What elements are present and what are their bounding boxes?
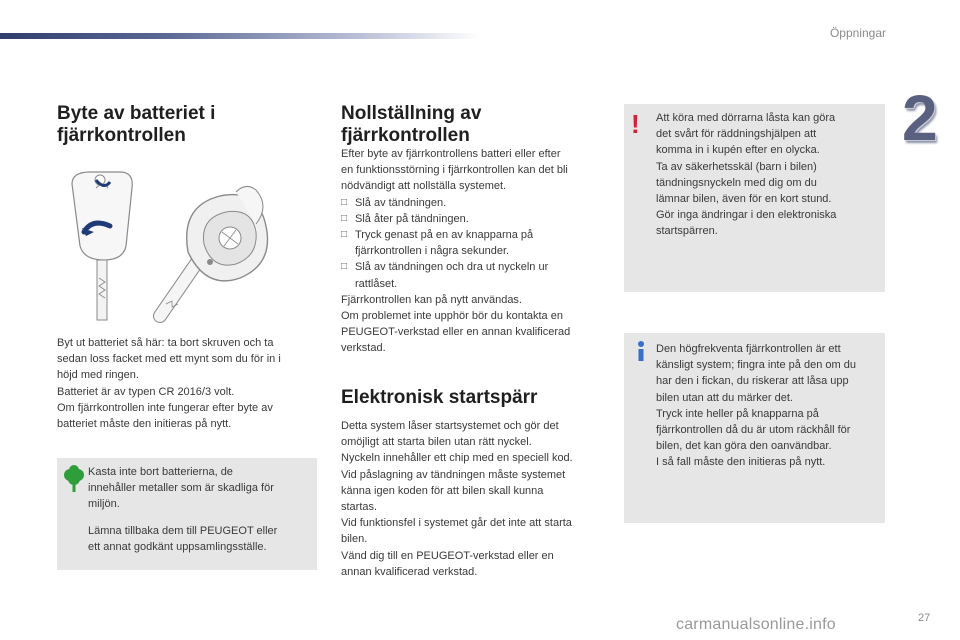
environment-note: Kasta inte bort batterierna, de innehåller metaller som är skadliga för miljön. Lämna tillbaka dem till PEUGEOT eller ett annat godkänt uppsamlingsställe. bbox=[57, 458, 317, 570]
header-color-bar bbox=[0, 33, 480, 39]
checkbox-bullet-icon: □ bbox=[341, 261, 348, 273]
key-illustration bbox=[60, 166, 315, 324]
reset-heading: Nollställning av fjärrkontrollen bbox=[341, 103, 482, 146]
exclamation-warning-icon: ! bbox=[631, 109, 640, 139]
battery-heading: Byte av batteriet i fjärrkontrollen bbox=[57, 103, 216, 146]
watermark: carmanualsonline.info bbox=[676, 616, 836, 633]
immobiliser-body: Detta system låser startsystemet och gör det omöjligt att starta bilen utan rätt nyckel. Nyckeln innehåller ett chip med en speciell kod. Vid påslagning av tändningen måste systemet känna igen koden för att bilen skall kunna startas. Vid funktionsfel i systemet går det inte att starta bilen. Vänd dig till en PEUGEOT-verkstad eller en annan kvalificerad verkstad. bbox=[341, 420, 573, 578]
page-number: 27 bbox=[918, 612, 931, 624]
info-note: Den högfrekventa fjärrkontrollen är ett känsligt system; fingra inte på den om du har den i fickan, du riskerar att låsa upp bilen utan att du märker det. Tryck inte heller på knapparna på fjärrkontrollen då du är utom räckhåll för bilen, det kan göra den oanvändbar. I så fall måste den initieras på nytt. bbox=[624, 333, 885, 523]
immobiliser-heading: Elektronisk startspärr bbox=[341, 387, 538, 408]
section-name: Öppningar bbox=[829, 26, 886, 40]
tree-icon bbox=[62, 465, 86, 493]
checkbox-bullet-icon: □ bbox=[341, 196, 348, 208]
key-open-view bbox=[160, 186, 268, 316]
chapter-number: 2 bbox=[902, 82, 938, 154]
reset-step-3: □ Tryck genast på en av knapparna på fjärrkontrollen i några sekunder. bbox=[341, 229, 534, 258]
key-front-view bbox=[72, 172, 132, 320]
checkbox-bullet-icon: □ bbox=[341, 212, 348, 224]
reset-body: Efter byte av fjärrkontrollens batteri eller efter en funktionsstörning i fjärrkontrollen kan det bli nödvändigt att nollställa systemet. □ Slå av tändningen. □ Slå åter på tändningen. □ Tryck genast på en av knapparna på fjärrkontrollen i några sekunder. □ Slå av tändningen och dra ut nyckeln ur rattlåset. Fjärrkontrollen kan på nytt användas. Om problemet inte upphör bör du kontakta en PEUGEOT-verkstad eller en annan kvalificerad verkstad. bbox=[341, 146, 606, 357]
reset-step-1: □ Slå av tändningen. bbox=[341, 195, 606, 211]
checkbox-bullet-icon: □ bbox=[341, 229, 348, 241]
reset-step-4: □ Slå av tändningen och dra ut nyckeln ur rattlåset. bbox=[341, 261, 549, 290]
warning-note: Att köra med dörrarna låsta kan göra det svårt för räddningshjälpen att komma in i kupén efter en olycka. Ta av säkerhetsskäl (barn i bilen) tändningsnyckeln med dig om du lämnar bilen, även för en kort stund. Gör inga ändringar i den elektroniska startspärren. bbox=[624, 104, 885, 292]
battery-body: Byt ut batteriet så här: ta bort skruven och ta sedan loss facket med ett mynt som du för in i höjd med ringen. Batteriet är av typen CR 2016/3 volt. Om fjärrkontrollen inte fungerar efter byte av batteriet måste den initieras på nytt. bbox=[57, 337, 281, 431]
reset-step-2: □ Slå åter på tändningen. bbox=[341, 211, 606, 227]
info-icon bbox=[634, 340, 648, 362]
